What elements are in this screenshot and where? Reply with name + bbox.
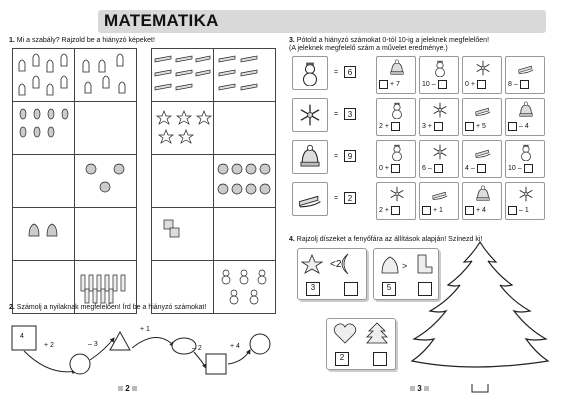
cell-bells: [13, 208, 75, 261]
gift-bag-icon: [13, 49, 74, 96]
equation-text: + 7: [390, 81, 400, 88]
answer-box-3[interactable]: [373, 352, 387, 366]
answer-box[interactable]: [391, 164, 400, 173]
equation-card: [419, 140, 459, 178]
ornament-icon: [214, 155, 275, 202]
snowflake-icon: [517, 185, 535, 203]
equation-card: [505, 98, 545, 136]
answer-box[interactable]: [508, 122, 517, 131]
op-3: + 1: [140, 326, 150, 333]
cell-ornaments-2: [214, 155, 276, 208]
cell-sleds-2: [214, 49, 276, 102]
answer-box[interactable]: [520, 80, 529, 89]
equation-text: 10 –: [508, 165, 522, 172]
cell-sleds: [152, 49, 214, 102]
task3-instruction: 3. Pótold a hiányzó számokat 0-tól 10-ig a jeleknek megfelelően! (A jeleknek megfelelő szám a művelet eredménye.): [289, 37, 490, 52]
equation-text: – 4: [519, 123, 529, 130]
cell-empty[interactable]: [214, 208, 276, 261]
key-value: 6: [344, 66, 356, 78]
key-value: 9: [344, 150, 356, 162]
cell-stars: [152, 102, 214, 155]
equation-grid: [376, 56, 548, 226]
sled-icon: [474, 101, 492, 119]
answer-box[interactable]: [465, 206, 474, 215]
ornament-icon: [75, 155, 136, 202]
answer-box[interactable]: [477, 164, 486, 173]
equation-text: + 4: [476, 207, 486, 214]
equation-card: [462, 182, 502, 220]
answer-box[interactable]: [434, 164, 443, 173]
answer-box[interactable]: [438, 80, 447, 89]
answer-triangle: [110, 332, 130, 350]
equation-card: [462, 140, 502, 178]
snowman-icon: [431, 59, 449, 77]
page-number-left: 2: [118, 384, 137, 393]
sled-icon: [517, 59, 535, 77]
equation-card: [419, 98, 459, 136]
op-4: – 2: [192, 345, 202, 352]
op-2: – 3: [88, 341, 98, 348]
value-box-1: 3: [306, 282, 320, 296]
cell-snowmen: [214, 261, 276, 314]
winter-hat-icon: [474, 185, 492, 203]
snowflake-icon: [431, 143, 449, 161]
christmas-tree-outline[interactable]: [410, 238, 550, 396]
answer-box[interactable]: [391, 206, 400, 215]
answer-box[interactable]: [524, 164, 533, 173]
key-icon-box: [292, 56, 328, 90]
equation-text: 6 –: [422, 165, 432, 172]
cell-gift-bags: [13, 49, 75, 102]
answer-box[interactable]: [508, 206, 517, 215]
star-icon: [152, 102, 213, 149]
cell-candies: [13, 102, 75, 155]
op-5: + 4: [230, 343, 240, 350]
answer-circle-2: [250, 334, 270, 354]
answer-box[interactable]: [391, 122, 400, 131]
equation-text: – 1: [519, 207, 529, 214]
sled-icon: [214, 49, 275, 96]
snowflake-icon: [474, 59, 492, 77]
snowman-icon: [517, 143, 535, 161]
sled-icon: [297, 186, 323, 212]
cell-empty[interactable]: [214, 102, 276, 155]
gift-bag-icon: [75, 49, 136, 96]
answer-box[interactable]: [422, 206, 431, 215]
equation-card: [462, 98, 502, 136]
value-box-3: 2: [335, 352, 349, 366]
equation-card: [505, 182, 545, 220]
equation-text: 10 –: [422, 81, 436, 88]
answer-square: [206, 354, 226, 374]
task4-instruction: 4. Rajzolj díszeket a fenyőfára az állítások alapján! Színezd ki!: [289, 236, 483, 243]
value-box-2: 5: [382, 282, 396, 296]
task2-instruction: 2. Számolj a nyilaknak megfelelően! Írd be a hiányzó számokat!: [9, 304, 207, 311]
key-icon-box: [292, 98, 328, 132]
heart-tree-icon: [327, 319, 397, 349]
cell-empty[interactable]: [75, 208, 137, 261]
key-value: 3: [344, 108, 356, 120]
cell-empty[interactable]: [13, 155, 75, 208]
cell-empty[interactable]: [75, 102, 137, 155]
equation-text: 3 +: [422, 123, 432, 130]
cell-presents: [152, 208, 214, 261]
winter-hat-icon: [517, 101, 535, 119]
sled-icon: [474, 143, 492, 161]
equation-text: 0 +: [379, 165, 389, 172]
snowman-icon: [388, 101, 406, 119]
equation-card: [376, 182, 416, 220]
snowman-icon: [388, 143, 406, 161]
page-title: MATEMATIKA: [104, 11, 219, 30]
candle-icon: [75, 261, 136, 308]
answer-box[interactable]: [477, 80, 486, 89]
equation-card: [419, 182, 459, 220]
equation-text: 2 +: [379, 207, 389, 214]
candy-icon: [13, 102, 74, 149]
equation-card: [376, 98, 416, 136]
answer-box[interactable]: [465, 122, 474, 131]
equation-text: 8 –: [508, 81, 518, 88]
start-box: [12, 326, 36, 350]
equals-sign: =: [334, 195, 339, 202]
cell-ornaments: [75, 155, 137, 208]
op-1: + 2: [44, 342, 54, 349]
sled-icon: [152, 49, 213, 96]
equation-card: [419, 56, 459, 94]
cell-gift-bags-2: [75, 49, 137, 102]
compare-sign-2: >: [402, 261, 408, 271]
cell-empty[interactable]: [152, 155, 214, 208]
sled-icon: [431, 185, 449, 203]
answer-box[interactable]: [379, 80, 388, 89]
present-icon: [152, 208, 213, 255]
snowman-icon: [297, 60, 323, 86]
answer-box[interactable]: [434, 122, 443, 131]
winter-hat-icon: [388, 59, 406, 77]
equation-card: [376, 140, 416, 178]
answer-circle: [70, 354, 90, 374]
page-number-right: 3: [410, 384, 429, 393]
start-number: 4: [20, 333, 24, 340]
key-icon-box: [292, 140, 328, 174]
equation-text: + 5: [476, 123, 486, 130]
equation-card: [505, 140, 545, 178]
equation-card: [462, 56, 502, 94]
pattern-grid-left: [12, 48, 276, 314]
key-value: 2: [344, 192, 356, 204]
comparison-card-3: [326, 318, 396, 370]
task1-instruction: 1. Mi a szabály? Rajzold be a hiányzó képeket!: [9, 37, 155, 44]
winter-hat-icon: [297, 144, 323, 170]
key-legend: [292, 56, 362, 220]
equals-sign: =: [334, 111, 339, 118]
equation-card: [505, 56, 545, 94]
equals-sign: =: [334, 153, 339, 160]
equation-text: 0 +: [465, 81, 475, 88]
equation-text: 2 +: [379, 123, 389, 130]
answer-box-1[interactable]: [344, 282, 358, 296]
comparison-card-1: [297, 248, 367, 300]
equals-sign: =: [334, 69, 339, 76]
equation-text: 4 –: [465, 165, 475, 172]
equation-card: [376, 56, 416, 94]
key-icon-box: [292, 182, 328, 216]
snowman-icon: [214, 261, 275, 308]
equation-text: + 1: [433, 207, 443, 214]
compare-sign-1: <2: [330, 259, 342, 270]
bell-icon: [13, 208, 74, 255]
snowflake-icon: [431, 101, 449, 119]
snowflake-icon: [297, 102, 323, 128]
snowflake-icon: [388, 185, 406, 203]
